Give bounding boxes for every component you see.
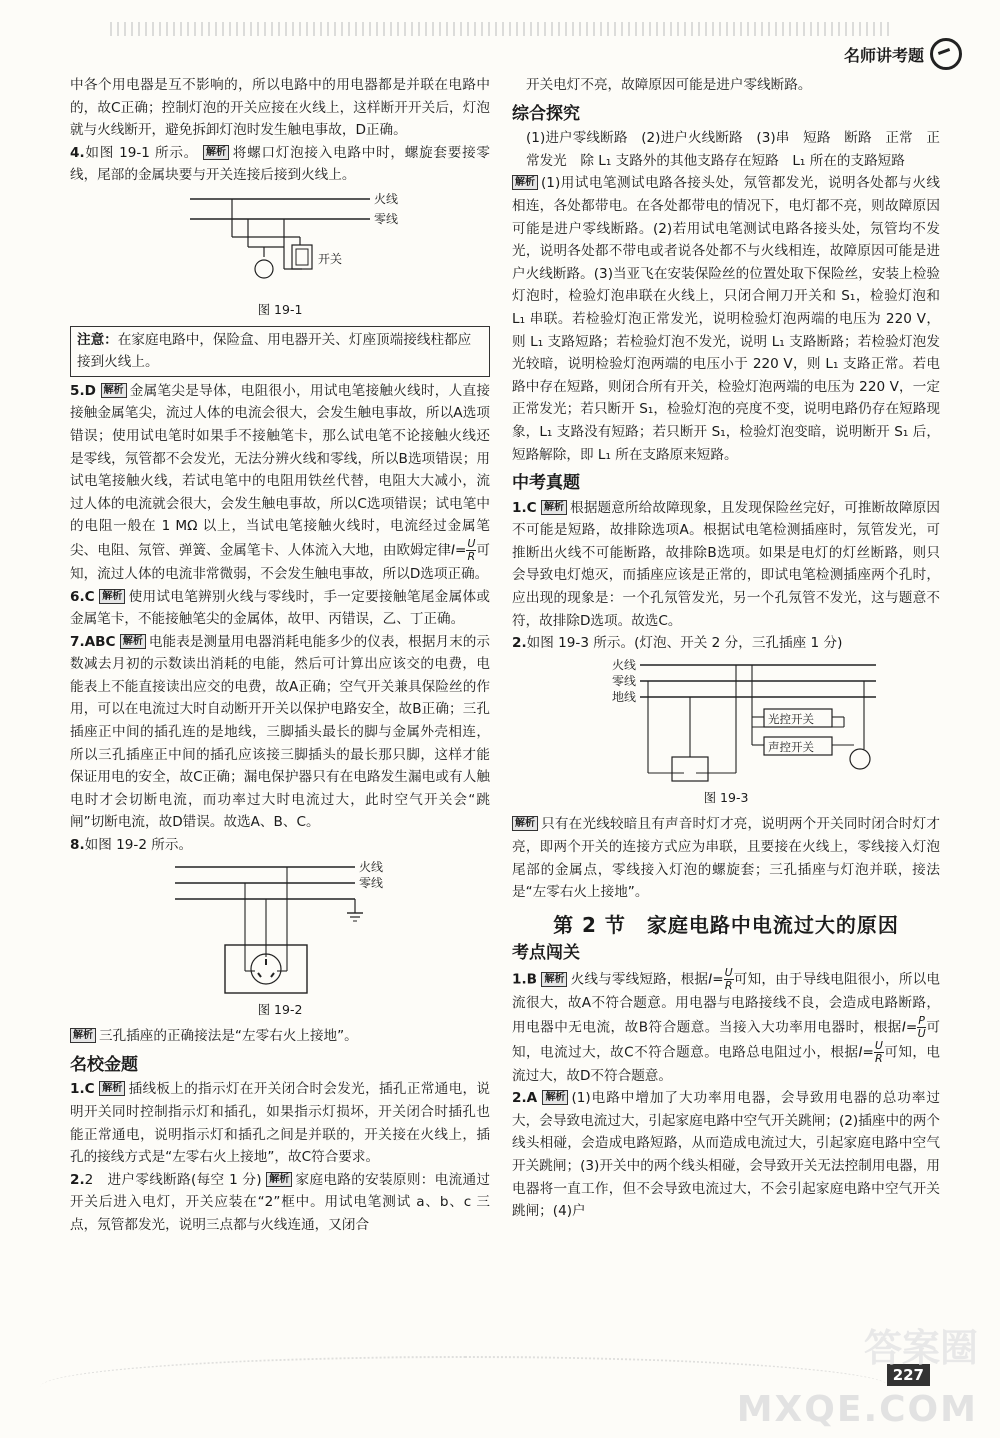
zhongkao-1: 1.C 解析 根据题意所给故障现象，且发现保险丝完好，可推断故障原因不可能是短路，故排除选项A。根据试电笔检测插座时，氖管发光，可推断出火线不可能断路，故排除B选项。如果是电灯的灯丝断路，则只会导致电灯熄灭，而插座应该是正常的，即试电笔检测插座两个孔时，应出现的现象是：一个孔氖管发光，另一个孔氖管不发光，这与题意不符，故排除D选项。故选C。: [512, 499, 940, 629]
paragraph: 中各个用电器是互不影响的，所以电路中的用电器都是并联在电路中的，故C正确；控制灯泡的开关应接在火线上，这样断开开关后，灯泡就与火线断开，避免拆卸灯泡时发生触电事故，D正确。: [70, 77, 490, 139]
left-column: [70, 74, 490, 1237]
bulb-icon: [255, 260, 273, 278]
zhongkao-2: 2.如图 19-3 所示。(灯泡、开关 2 分，三孔插座 1 分): [512, 635, 843, 652]
answer-6: 6.C 解析 使用试电笔辨别火线与零线时，手一定要接触笔尾金属体或金属笔卡，不能接触笔尖的金属体，故甲、丙错误，乙、丁正确。: [70, 588, 490, 628]
figure-caption: 图 19-2: [257, 1001, 303, 1017]
kaodian-2: 2.A 解析 (1)电路中增加了大功率用电器，会导致用电器的总功率过大，会导致电流过大，引起家庭电路中空气开关跳闸；(2)插座中的两个线头相碰，会造成电路短路，从而造成电流过大，引起家庭电路中空气开关跳闸；(3)开关中的两个线头相碰，会导致开关无法控制用电器，用电器将一直工作，但不会导致电流过大，不会引起家庭电路中空气开关跳闸；(4)户: [512, 1090, 940, 1220]
svg-text:零线: 零线: [612, 673, 637, 688]
mingxiao-2: 2.2 进户零线断路(每空 1 分) 解析 家庭电路的安装原则：电流通过开关后进入电灯，开关应装在“2”框中。用试电笔测试 a、b、c 三点，氖管都发光，说明三点都与火线连通，又闭合: [70, 1171, 490, 1233]
section-heading: 名校金题: [70, 1054, 138, 1075]
zhongkao-2-explanation: 解析 只有在光线较暗且有声音时灯才亮，说明两个开关同时闭合时灯才亮，即两个开关的连接方式应为串联，且要接在火线上，零线接入灯泡尾部的金属点，零线接入灯泡的螺旋套；三孔插座与灯泡并联，接法是“左零右火上接地”。: [512, 816, 940, 901]
svg-text:火线: 火线: [612, 657, 637, 672]
answer-4: 4.如图 19-1 所示。 解析 将螺口灯泡接入电路中时，螺旋套要接零线，尾部的金属块要与开关连接后接到火线上。: [70, 144, 490, 184]
svg-text:光控开关: 光控开关: [768, 711, 814, 726]
figure-caption: 图 19-3: [703, 789, 749, 805]
kaodian-1: 1.B 解析 火线与零线短路，根据I= $\frac{U}{R}$ 可知，由于导线电阻很小，所以电流很大，故A不符合题意。用电器与电路接线不良，会造成电路断路，用电器中无电流，故B符合题意。当接入大功率用电器时，根据I= $\frac{P}{U}$ 可知，电流过大，故C不符合题意。电路总电阻过小，根据I= $\frac{U}{R}$ 可知，电流过大，故D不符合题意。: [512, 966, 941, 1084]
zonghe-answer: (1)进户零线断路 (2)进户火线断路 (3)串 短路 断路 正常 正常发光 除 L₁ 支路外的其他支路存在短路 L₁ 所在的支路短路: [526, 130, 940, 169]
svg-text:零线: 零线: [359, 875, 384, 890]
svg-text:火线: 火线: [359, 859, 384, 874]
figure-19-3: [512, 657, 940, 785]
answer-7: 7.ABC 解析 电能表是测量用电器消耗电能多少的仪表，根据月末的示数减去月初的示数读出消耗的电能，然后可计算出应该交的电费，电能表上不能直接读出应交的电费，故A正确；空气开关兼具保险丝的作用，可以在电流过大时自动断开开关以保护电路安全，故B正确；三孔插座正中间的插孔连的是地线，三脚插头最长的脚与金属外壳相连，所以三孔插座正中间的插孔应该接三脚插头的最长那只脚，这样才能保证用电的安全，故C正确；漏电保护器只有在电路发生漏电或有人触电时才会切断电流，而功率过大时电流过大，此时空气开关会“跳闸”切断电流，故D错误。故选A、B、C。: [70, 633, 490, 831]
note-box: 注意：在家庭电路中，保险盒、用电器开关、灯座顶端接线柱都应接到火线上。: [70, 326, 490, 377]
chapter-section-title: 第 2 节 家庭电路中电流过大的原因: [553, 912, 899, 937]
section-heading: 中考真题: [512, 473, 580, 494]
figure-19-1: [70, 189, 490, 297]
section-heading: 综合探究: [512, 103, 580, 124]
page-header: [844, 38, 962, 70]
paragraph: 开关电灯不亮，故障原因可能是进户零线断路。: [526, 77, 812, 93]
svg-text:声控开关: 声控开关: [768, 739, 814, 754]
fire-line-label: 火线: [374, 191, 399, 206]
header-title: 名师讲考题: [843, 45, 924, 65]
mingxiao-1: 1.C 解析 插线板上的指示灯在开关闭合时会发光，插孔正常通电，说明开关同时控制指示灯和插孔，如果指示灯损坏，开关闭合时插孔也能正常通电，说明指示灯和插孔之间是并联的，开关接在火线上，插孔的接线方式是“左零右火上接地”，故C符合要求。: [70, 1081, 490, 1166]
section-heading: 考点闯关: [512, 943, 580, 964]
answer-8-explanation: 解析 三孔插座的正确接法是“左零右火上接地”。: [70, 1025, 490, 1048]
watermark-logo: 答案圈: [863, 1326, 978, 1370]
socket-icon: [672, 757, 708, 781]
socket-icon: [251, 954, 281, 984]
zero-line-label: 零线: [374, 211, 399, 226]
figure-caption: 图 19-1: [257, 301, 303, 317]
figure-19-2: [70, 859, 490, 997]
header-decoration: [110, 22, 890, 36]
right-column: [512, 74, 940, 1223]
switch-label: 开关: [318, 251, 343, 266]
page-number: 227: [887, 1364, 930, 1386]
watermark-url: MXQE.COM: [736, 1389, 978, 1430]
bulb-icon: [850, 749, 870, 769]
zonghe-explanation: 解析 (1)用试电笔测试电路各接头处，氖管都发光，说明各处都与火线相连，各处都带电。在各处都带电的情况下，电灯都不亮，则故障原因可能是进户零线断路。(2)若用试电笔测试电路各接头处，氖管均不发光，说明各处都不带电或者说各处都不与火线相连，故障原因可能是进户火线断路。(3)当亚飞在安装保险丝的位置处取下保险丝，安装上检验灯泡时，检验灯泡串联在火线上，只闭合闸刀开关和 S₁，检验灯泡和 L₁ 串联。若检验灯泡正常发光，说明检验灯泡两端的电压为 220 V，则 L₁ 支路短路；若检验灯泡不发光，说明 L₁ 支路断路；若检验灯泡发光较暗，说明检验灯泡两端的电压小于 220 V，则 L₁ 支路正常。若电路中存在短路，则闭合所有开关，检验灯泡两端的电压为 220 V，一定正常发光；若只断开 S₁，检验灯泡的亮度不变，说明电路仍存在短路现象，L₁ 支路没有短路；若只断开 S₁，检验灯泡变暗，说明断开 S₁ 后，短路解除，即 L₁ 所在支路原来短路。: [512, 175, 940, 463]
answer-8: 8.如图 19-2 所示。: [70, 837, 193, 854]
brand-logo-icon: [930, 38, 962, 70]
svg-text:地线: 地线: [612, 689, 637, 704]
answer-5: 5.D 解析 金属笔尖是导体，电阻很小，用试电笔接触火线时，人直接接触金属笔尖，流过人体的电流会很大，会发生触电事故，所以A选项错误；使用试电笔时如果手不接触笔卡，那么试电笔不论接触火线还是零线，氖管都不会发光，无法分辨火线和零线，所以B选项错误；用试电笔接触火线，若试电笔中的电阻用铁丝代替，电阻大大减小，流过人体的电流就会很大，会发生触电事故，所以C选项错误；试电笔中的电阻一般在 1 MΩ 以上，当试电笔接触火线时，电流经过金属笔尖、电阻、氖管、弹簧、金属笔卡、人体流入大地，由欧姆定律I= $\frac{U}{R}$ 可知，流过人体的电流非常微弱，不会发生触电事故，所以D选项正确。: [70, 382, 491, 582]
